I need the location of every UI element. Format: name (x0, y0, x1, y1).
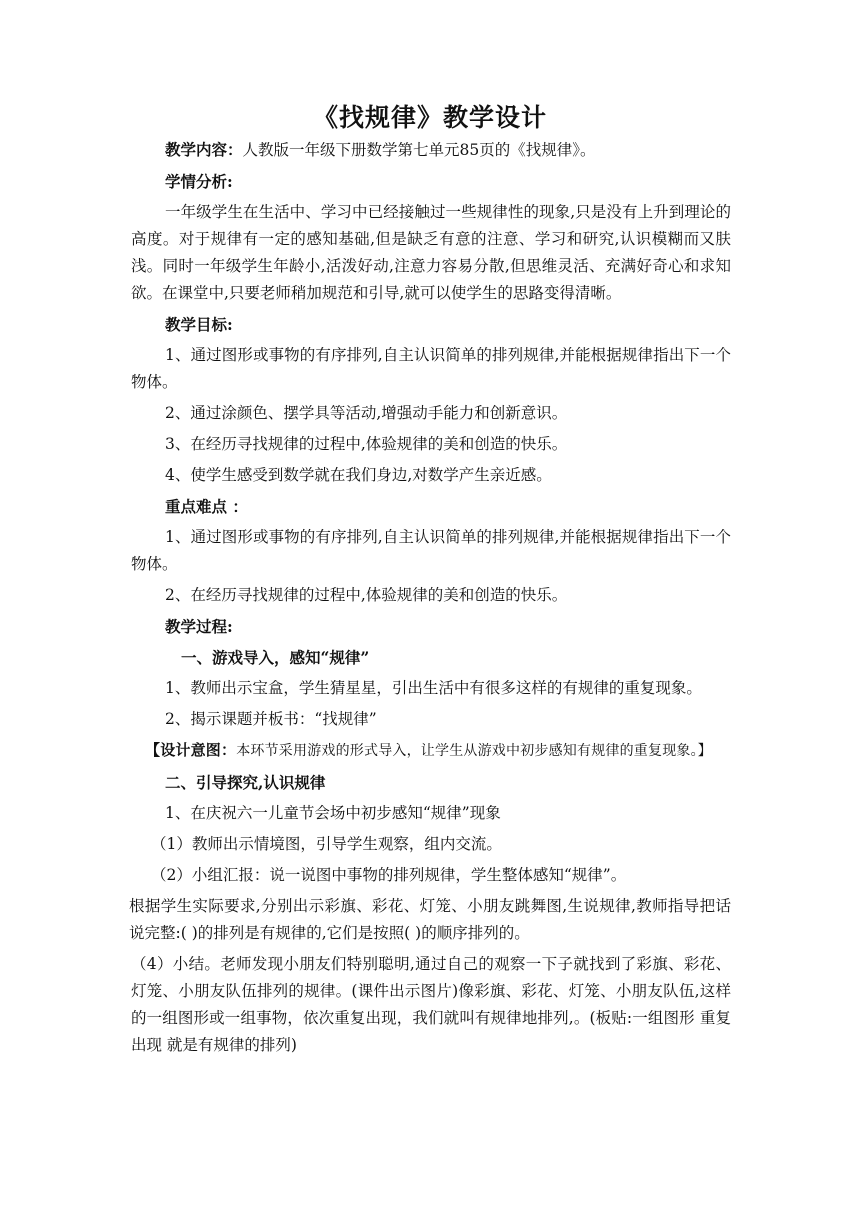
content-paragraph (131, 136, 731, 164)
design-intent (131, 737, 731, 765)
section2-step-2: （2）小组汇报：说一说图中事物的排列规律，学生整体感知“规律”。 (151, 866, 627, 884)
analysis-heading: 学情分析: (165, 172, 233, 191)
goal-item-1: 1、通过图形或事物的有序排列,自主认识简单的排列规律,并能根据规律指出下一个物体。 (131, 346, 731, 391)
goals-heading: 教学目标: (165, 315, 233, 334)
design-intent-label: 【设计意图： (145, 741, 237, 759)
analysis-text: 一年级学生在生活中、学习中已经接触过一些规律性的现象,只是没有上升到理论的高度。对于规律有一定的感知基础,但是缺乏有意的注意、学习和研究,认识模糊而又肤浅。同时一年级学生年龄小,活泼好动,注意力容易分散,但思维灵活、充满好奇心和求知欲。在课堂中,只要老师稍加规范和引导,就可以使学生的思路变得清晰。 (131, 203, 731, 302)
section2-step-3: 根据学生实际要求,分别出示彩旗、彩花、灯笼、小朋友跳舞图,生说规律,教师指导把话说完整:( )的排列是有规律的,它们是按照( )的顺序排列的。 (129, 897, 731, 942)
design-intent-text: 本环节采用游戏的形式导入，让学生从游戏中初步感知有规律的重复现象。】 (236, 743, 713, 759)
section2-step-4: （4）小结。老师发现小朋友们特别聪明,通过自己的观察一下子就找到了彩旗、彩花、灯笼、小朋友队伍排列的规律。(课件出示图片)像彩旗、彩花、灯笼、小朋友队伍,这样的一组图形或一组事物，依次重复出现，我们就叫有规律地排列,。(板贴:一组图形 重复出现 就是有规律的排列) (131, 955, 731, 1054)
content-text: 人教版一年级下册数学第七单元85页的《找规律》。 (242, 141, 596, 159)
section2-heading: 二、引导探究,认识规律 (165, 773, 326, 792)
goal-item-4: 4、使学生感受到数学就在我们身边,对数学产生亲近感。 (165, 466, 552, 484)
key-points-heading: 重点难点 ： (165, 497, 248, 516)
process-heading: 教学过程: (165, 617, 233, 636)
goal-item-2: 2、通过涂颜色、摆学具等活动,增强动手能力和创新意识。 (165, 404, 568, 422)
section1-heading: 一、游戏导入，感知“规律” (181, 648, 370, 667)
section2-item-1: 1、在庆祝六一儿童节会场中初步感知“规律”现象 (165, 804, 501, 822)
section2-step-1: （1）教师出示情境图，引导学生观察，组内交流。 (151, 835, 502, 853)
content-label: 教学内容： (165, 140, 243, 159)
document-title: 《找规律》教学设计 (312, 103, 547, 132)
goal-item-3: 3、在经历寻找规律的过程中,体验规律的美和创造的快乐。 (165, 435, 568, 453)
section1-item-2: 2、揭示课题并板书：“找规律” (165, 710, 377, 728)
key-point-item-1: 1、通过图形或事物的有序排列,自主认识简单的排列规律,并能根据规律指出下一个物体。 (131, 528, 731, 573)
section1-item-1: 1、教师出示宝盒，学生猜星星，引出生活中有很多这样的有规律的重复现象。 (165, 679, 702, 697)
key-point-item-2: 2、在经历寻找规律的过程中,体验规律的美和创造的快乐。 (165, 586, 568, 604)
document-body (131, 136, 731, 1063)
